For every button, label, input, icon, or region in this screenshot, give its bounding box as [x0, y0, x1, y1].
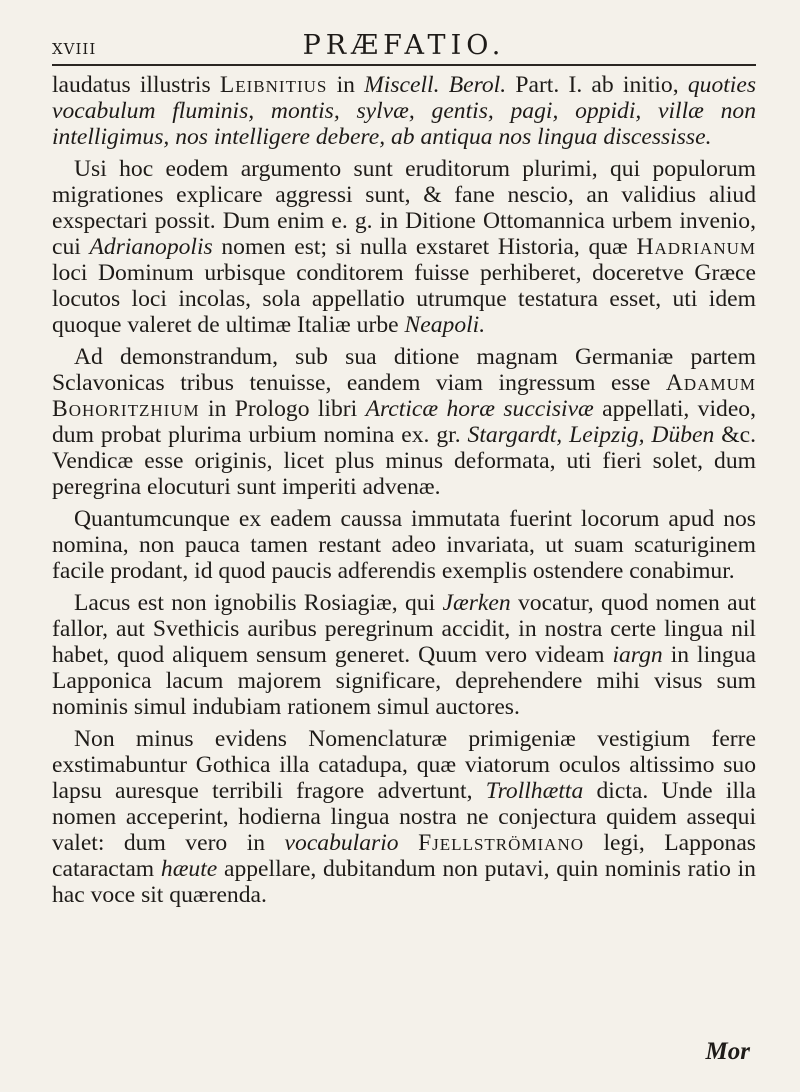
paragraph-2 — [52, 156, 756, 338]
italic-run: Neapoli. — [404, 312, 486, 338]
text-run: dicta. Unde illa nomen acceperint, hodierna lingua nostra ne conjectura quidem assequi valet: dum vero in — [52, 778, 756, 856]
text-run: &c. Vendicæ esse originis, licet plus minus deformata, uti fieri solet, dum peregrina elocuturi sunt imperiti advenæ. — [52, 422, 756, 500]
text-run: in lingua Lapponica lacum majorem significare, deprehendere mihi visus sum nominis simul indubiam rationem simul auctores. — [52, 642, 756, 720]
text-run: nomen est; si nulla exstaret Historia, quæ — [212, 234, 637, 260]
italic-run: vocabulario — [284, 830, 399, 856]
paragraph-1 — [52, 72, 756, 150]
text-run: Part. I. ab initio, — [506, 72, 688, 98]
paragraph-5 — [52, 590, 756, 720]
italic-run: iargn — [612, 642, 663, 668]
page-number: XVIII — [52, 40, 97, 58]
header-rule — [52, 64, 756, 66]
smallcaps-run: Fjellströmiano — [418, 830, 585, 856]
running-header — [52, 18, 756, 61]
text-run: laudatus illustris — [52, 72, 220, 98]
text-run: appellati, video, dum probat plurima urbium nomina ex. gr. — [52, 396, 756, 448]
text-run: appellare, dubitandum non putavi, quin nominis ratio in hac voce sit quærenda. — [52, 856, 756, 908]
text-run: Lacus est non ignobilis Rosiagiæ, qui — [74, 590, 443, 616]
paragraph-4 — [52, 506, 756, 584]
smallcaps-run: Adamum — [665, 370, 756, 396]
italic-run: Adrianopolis — [89, 234, 213, 260]
italic-run: hæute — [160, 856, 218, 882]
smallcaps-run: Leibnitius — [219, 72, 328, 98]
text-run: loci Dominum urbisque conditorem fuisse perhiberet, doceretve Græce locutos loci incolas, sola appellatio utrumque testatura esset, uti idem quoque valeret de ultimæ Italiæ urbe — [52, 260, 756, 338]
text-run: Non minus evidens Nomenclaturæ primigeniæ vestigium ferre exstimabuntur Gothica illa catadupa, quæ viatorum oculos altissimo suo lapsu auresque terribili fragore advertunt, — [52, 726, 756, 804]
paragraph-6 — [52, 726, 756, 908]
text-run: Quantumcunque ex eadem caussa immutata fuerint locorum apud nos nomina, non pauca tamen restant adeo invariata, ut suam scaturiginem facile prodant, id quod paucis adferendis exemplis ostendere conabimur. — [52, 506, 756, 584]
italic-run: Miscell. Berol. — [364, 72, 507, 98]
smallcaps-run: Bohoritzhium — [52, 396, 200, 422]
running-title: PRÆFATIO. — [302, 30, 506, 61]
italic-run: Jærken — [442, 590, 511, 616]
catchword: Mor — [705, 1038, 750, 1065]
paragraph-3 — [52, 344, 756, 500]
text-run: Ad demonstrandum, sub sua ditione magnam Germaniæ partem Sclavonicas tribus tenuisse, eandem viam ingressum esse — [52, 344, 756, 396]
text-run: legi, Lapponas cataractam — [52, 830, 756, 882]
text-run: in — [327, 72, 365, 98]
text-run: Usi hoc eodem argumento sunt eruditorum plurimi, qui populorum migrationes explicare aggressi sunt, & fane nescio, an validius aliud exspectari possit. Dum enim e. g. in Ditione Ottomannica urbem invenio, cui — [52, 156, 756, 260]
text-run: in Prologo libri — [199, 396, 366, 422]
italic-run: quoties vocabulum fluminis, montis, sylvæ, gentis, pagi, oppidi, villæ non intelligimus, nos intelligere debere, ab antiqua nos lingua discessisse. — [52, 72, 756, 150]
italic-run: Arcticæ horæ succisivæ — [365, 396, 594, 422]
italic-run: Stargardt, Leipzig, Düben — [467, 422, 715, 448]
text-run: vocatur, quod nomen aut fallor, aut Svethicis auribus peregrinum accidit, in nostra certe lingua nil habet, quod aliquem sensum generet. Quum vero videam — [52, 590, 756, 668]
italic-run: Trollhætta — [485, 778, 584, 804]
body-text — [52, 72, 756, 908]
smallcaps-run: Hadrianum — [636, 234, 756, 260]
text-run — [399, 830, 418, 856]
